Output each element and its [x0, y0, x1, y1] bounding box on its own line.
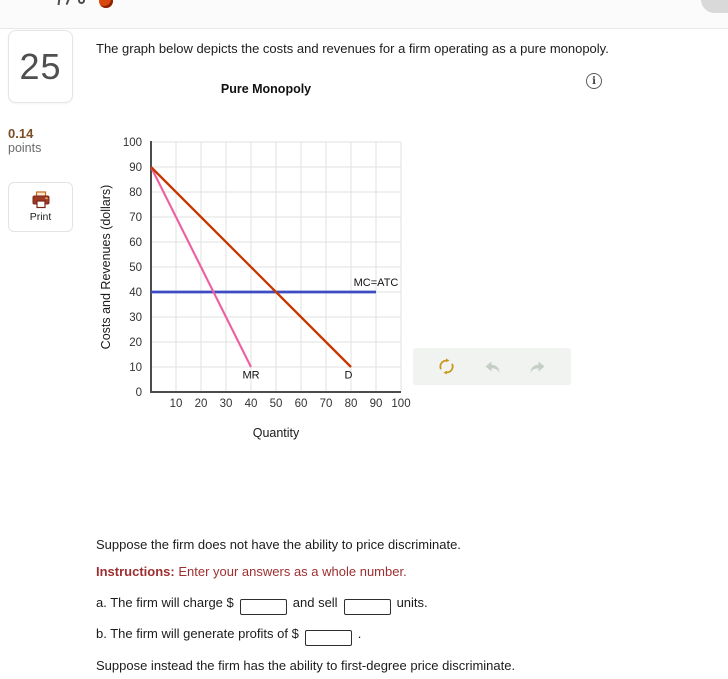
row-a-text-1: a. The firm will charge $	[96, 595, 234, 610]
instructions-label: Instructions:	[96, 564, 175, 579]
row-b-text-1: b. The firm will generate profits of $	[96, 626, 299, 641]
question-number-box	[8, 30, 73, 103]
svg-text:50: 50	[269, 398, 283, 410]
undo-icon	[482, 357, 502, 377]
printer-icon	[31, 191, 51, 209]
svg-text:30: 30	[129, 312, 142, 324]
cropped-glyph	[78, 0, 85, 4]
top-right-pill	[701, 0, 728, 13]
notification-dot-icon	[99, 0, 113, 8]
chart-title: Pure Monopoly	[220, 82, 312, 96]
instructions-text: Enter your answers as a whole number.	[174, 564, 407, 579]
cropped-glyph	[66, 0, 71, 5]
svg-text:20: 20	[194, 398, 208, 410]
redo-icon	[528, 357, 548, 377]
redo-button[interactable]	[526, 355, 550, 379]
svg-text:60: 60	[129, 237, 142, 249]
svg-text:40: 40	[129, 287, 142, 299]
svg-text:20: 20	[129, 337, 142, 349]
question-number: 25	[19, 45, 62, 87]
answer-row-b	[96, 626, 361, 646]
row-b-text-2: .	[357, 626, 362, 641]
suppose2-text: Suppose instead the firm has the ability to first-degree price discriminate.	[96, 658, 516, 673]
svg-text:30: 30	[219, 398, 233, 410]
svg-text:Quantity: Quantity	[252, 426, 300, 440]
points-block	[8, 126, 41, 156]
svg-text:40: 40	[244, 398, 258, 410]
reset-graph-button[interactable]	[434, 355, 458, 379]
svg-text:10: 10	[129, 362, 142, 374]
print-button[interactable]	[8, 182, 73, 232]
svg-text:80: 80	[344, 398, 358, 410]
instructions-line	[96, 564, 407, 579]
points-value: 0.14	[8, 126, 34, 141]
svg-text:80: 80	[129, 187, 142, 199]
svg-text:70: 70	[129, 212, 142, 224]
svg-text:60: 60	[294, 398, 308, 410]
info-icon[interactable]	[586, 73, 602, 89]
answer-b-profit-input[interactable]	[305, 630, 352, 646]
svg-text:Costs and Revenues (dollars): Costs and Revenues (dollars)	[99, 184, 113, 350]
svg-text:0: 0	[135, 387, 142, 399]
svg-text:10: 10	[169, 398, 183, 410]
info-icon-glyph: i	[592, 75, 596, 87]
reset-icon	[437, 357, 456, 376]
row-a-text-2: and sell	[292, 595, 338, 610]
suppose-text: Suppose the firm does not have the ability to price discriminate.	[96, 537, 461, 552]
svg-text:50: 50	[129, 262, 142, 274]
print-button-label: Print	[29, 211, 52, 223]
undo-button[interactable]	[480, 355, 504, 379]
svg-text:MR: MR	[242, 369, 260, 382]
points-label: points	[8, 141, 42, 155]
top-partial-bar	[0, 0, 728, 29]
svg-text:100: 100	[391, 398, 411, 410]
svg-text:90: 90	[369, 398, 383, 410]
svg-text:70: 70	[319, 398, 333, 410]
answer-a-price-input[interactable]	[240, 599, 287, 615]
answer-a-quantity-input[interactable]	[344, 599, 391, 615]
monopoly-graph[interactable]	[96, 132, 418, 446]
svg-text:D: D	[344, 369, 353, 382]
answer-row-a	[96, 595, 428, 615]
row-a-text-3: units.	[396, 595, 428, 610]
cropped-glyph	[58, 0, 61, 5]
svg-text:100: 100	[122, 137, 142, 149]
svg-text:90: 90	[129, 162, 142, 174]
question-prompt: The graph below depicts the costs and revenues for a firm operating as a pure monopoly.	[96, 41, 609, 56]
graph-toolbar	[413, 348, 571, 385]
svg-text:MC=ATC: MC=ATC	[353, 277, 399, 289]
